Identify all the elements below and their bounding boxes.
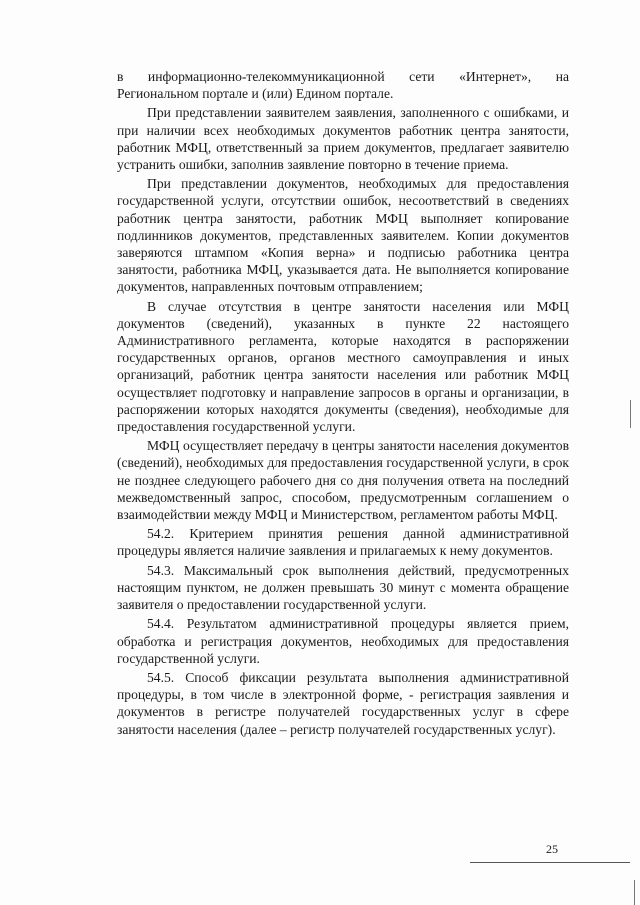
- page-number: 25: [546, 842, 558, 856]
- paragraph-5: МФЦ осуществляет передачу в центры занятости населения документов (сведений), необходимых для предоставления государственной услуги, в срок не позднее следующего рабочего дня со дня получения ответа на последний межведомственный запрос, способом, предусмотренным соглашением о взаимодействии между МФЦ и Министерством, регламентом работы МФЦ.: [117, 438, 569, 523]
- scan-edge-mark-bottom: [634, 880, 635, 905]
- footer-rule: [470, 862, 630, 863]
- paragraph-54-5: 54.5. Способ фиксации результата выполнения административной процедуры, в том числе в электронной форме, - регистрация заявления и документов в регистре получателей государственных услуг в сфере занятости населения (далее – регистр получателей государственных услуг).: [117, 669, 569, 737]
- document-body: [117, 68, 569, 740]
- paragraph-54-3: 54.3. Максимальный срок выполнения действий, предусмотренных настоящим пунктом, не должен превышать 30 минут с момента обращение заявителя о предоставлении государственной услуги.: [117, 562, 569, 613]
- paragraph-1: в информационно-телекоммуникационной сети «Интернет», на Региональном портале и (или) Едином портале.: [117, 69, 569, 102]
- paragraph-4: В случае отсутствия в центре занятости населения или МФЦ документов (сведений), указанных в пункте 22 настоящего Административного регламента, которые находятся в распоряжении государственных органов, органов местного самоуправления и иных организаций, работник центра занятости населения или работник МФЦ осуществляет подготовку и направление запросов в органы и организации, в распоряжении которых находятся документы (сведения), необходимые для предоставления государственной услуги.: [117, 298, 569, 435]
- paragraph-54-2: 54.2. Критерием принятия решения данной административной процедуры является наличие заявления и прилагаемых к нему документов.: [117, 526, 569, 559]
- paragraph-3: При представлении документов, необходимых для предоставления государственной услуги, отсутствии ошибок, несоответствий в сведениях работник центра занятости, работник МФЦ выполняет копирование подлинников документов, представленных заявителем. Копии документов заверяются штампом «Копия верна» и подписью работника центра занятости, работника МФЦ, указывается дата. Не выполняется копирование документов, направленных почтовым отправлением;: [117, 176, 569, 295]
- paragraph-54-4: 54.4. Результатом административной процедуры является прием, обработка и регистрация документов, необходимых для предоставления государственной услуги.: [117, 616, 569, 666]
- scan-edge-mark: [630, 400, 631, 428]
- paragraph-2: При представлении заявителем заявления, заполненного с ошибками, и при наличии всех необходимых документов работник центра занятости, работник МФЦ, ответственный за прием документов, предлагает заявителю устранить ошибки, заполнив заявление повторно в течение приема.: [117, 105, 569, 173]
